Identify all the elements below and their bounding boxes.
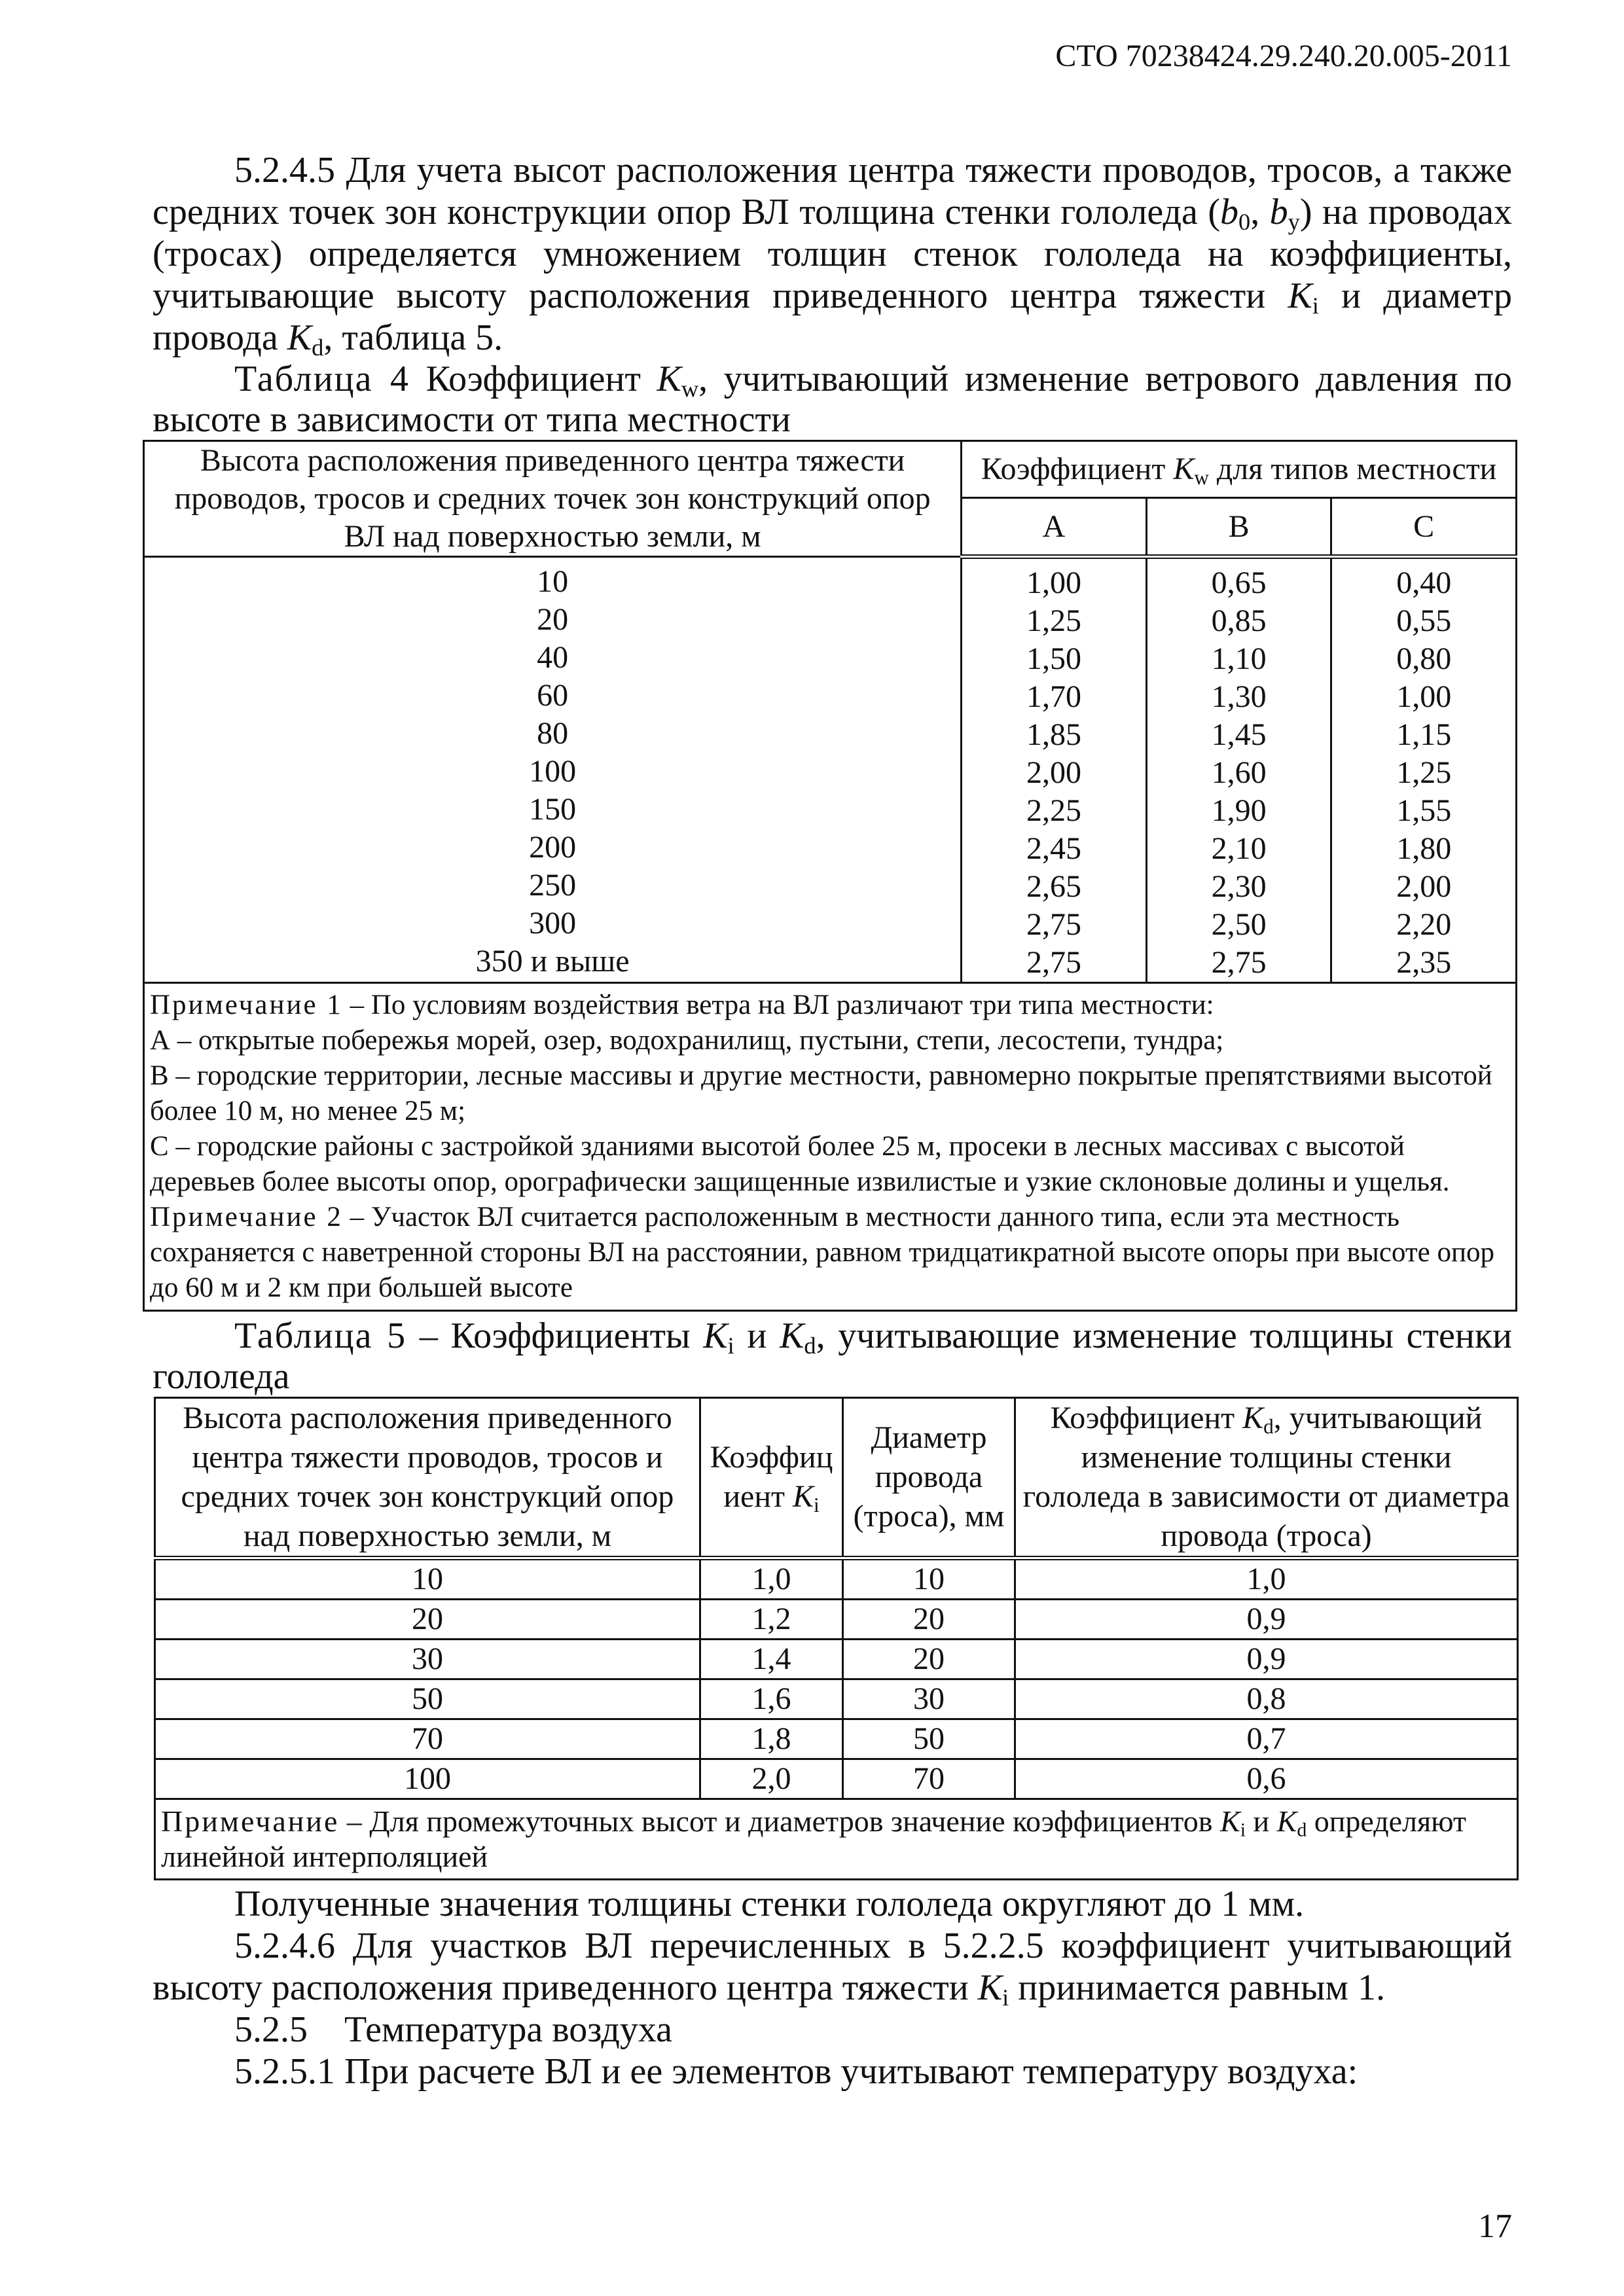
kw-value: 1,55 xyxy=(1396,793,1452,828)
table5-caption-b: , учитывающие изменение толщины стенки гололеда xyxy=(153,1316,1513,1397)
table5-cell: 0,7 xyxy=(1015,1719,1518,1759)
kw-value: 1,70 xyxy=(1026,679,1081,714)
kw-value: 2,00 xyxy=(1396,869,1452,904)
note-kd-symbol: K xyxy=(1276,1804,1297,1838)
table5-cell: 0,9 xyxy=(1015,1640,1518,1679)
table-row xyxy=(155,1719,1518,1759)
table5-cell: 1,4 xyxy=(700,1640,843,1679)
height-value: 150 xyxy=(529,792,577,827)
table5-cell: 1,0 xyxy=(700,1558,843,1600)
p1-separator: , xyxy=(1250,192,1270,232)
kw-value: 2,25 xyxy=(1026,793,1081,828)
table4-heights-cell xyxy=(144,557,962,983)
height-value: 60 xyxy=(537,678,569,713)
kw-value: 0,85 xyxy=(1211,603,1267,638)
h2-text: Коэффиц иент xyxy=(710,1440,833,1514)
table5-caption xyxy=(153,1316,1512,1397)
table5-cell: 0,8 xyxy=(1015,1679,1518,1719)
height-value: 20 xyxy=(537,602,569,637)
table4-notes xyxy=(144,983,1517,1311)
table4-caption xyxy=(153,359,1512,440)
page-number: 17 xyxy=(1478,2208,1512,2245)
table5-caption-a: – Коэффициенты xyxy=(406,1316,704,1356)
table4-col-b-cell xyxy=(1146,557,1331,983)
caption-ki-subscript: i xyxy=(727,1333,734,1359)
kw-value: 1,45 xyxy=(1211,717,1267,752)
height-value: 300 xyxy=(529,906,577,941)
note1-label: Примечание 1 xyxy=(150,990,343,1020)
kw-value: 0,40 xyxy=(1396,565,1452,600)
col-group-kw-subscript: w xyxy=(1194,465,1209,489)
table4-subheader-c: C xyxy=(1331,498,1517,557)
by-symbol: b xyxy=(1269,192,1288,232)
paragraph-rounding: Полученные значения толщины стенки гололеда округляют до 1 мм. xyxy=(234,1884,1305,1924)
kw-value: 1,60 xyxy=(1211,755,1267,790)
height-value: 250 xyxy=(529,868,577,903)
height-value: 100 xyxy=(529,754,577,789)
p5246-text-a: 5.2.4.6 Для участков ВЛ перечисленных в 5.2.2.5 коэффициент учитывающий высоту расположения приведенного центра тяжести xyxy=(153,1926,1512,2008)
h2-ki-subscript: i xyxy=(814,1493,820,1516)
b0-subscript: 0 xyxy=(1238,209,1251,236)
table5-cell: 50 xyxy=(155,1679,700,1719)
kw-value: 2,45 xyxy=(1026,831,1081,866)
table5-cell: 2,0 xyxy=(700,1759,843,1799)
table4-subheader-b: B xyxy=(1146,498,1331,557)
kw-value: 2,75 xyxy=(1026,945,1081,980)
table-row xyxy=(155,1759,1518,1799)
table5-note-row xyxy=(155,1799,1518,1880)
table4-col-group-header xyxy=(962,441,1517,498)
note1-type-c: С – городские районы с застройкой зданиями высотой более 25 м, просеки в лесных массивах с высотой деревьев более высоты опор, орографически защищенные извилистые и узкие склоновые долины и ущелья. xyxy=(150,1131,1450,1197)
kw-value: 2,20 xyxy=(1396,907,1452,942)
kw-value: 1,10 xyxy=(1211,641,1267,676)
table4-caption-label: Таблица 4 xyxy=(234,359,410,399)
height-value: 350 и выше xyxy=(475,944,630,978)
kw-subscript: w xyxy=(681,376,699,403)
note-ki-subscript: i xyxy=(1240,1819,1246,1841)
table5-h1: Высота расположения приведенного центра тяжести проводов, тросов и средних точек зон конструкций опор над поверхностью земли, м xyxy=(155,1398,700,1558)
table5-cell: 100 xyxy=(155,1759,700,1799)
ki-subscript: i xyxy=(1312,293,1319,319)
note-kd-subscript: d xyxy=(1297,1819,1307,1841)
kd-symbol: K xyxy=(287,317,312,358)
h4-text-a: Коэффициент xyxy=(1050,1401,1243,1435)
paragraph-5-2-4-5 xyxy=(153,149,1512,359)
kw-value: 2,65 xyxy=(1026,869,1081,904)
table5-cell: 10 xyxy=(843,1558,1015,1600)
table5-cell: 0,6 xyxy=(1015,1759,1518,1799)
table-row xyxy=(155,1640,1518,1679)
caption-ki-symbol: K xyxy=(703,1316,728,1356)
paragraph-5-2-5-1: 5.2.5.1 При расчете ВЛ и ее элементов учитывают температуру воздуха: xyxy=(234,2051,1358,2092)
note2-text: – Участок ВЛ считается расположенным в местности данного типа, если эта местность сохраняется с наветренной стороны ВЛ на расстоянии, равном тридцатикратной высоте опоры при высоте опор до 60 м и 2 км при большей высоте xyxy=(150,1202,1494,1303)
kw-symbol: K xyxy=(657,359,681,399)
table-row xyxy=(155,1600,1518,1640)
document-code: СТО 70238424.29.240.20.005-2011 xyxy=(1055,39,1512,73)
kw-value: 0,80 xyxy=(1396,641,1452,676)
kw-value: 2,10 xyxy=(1211,831,1267,866)
kw-value: 1,30 xyxy=(1211,679,1267,714)
note2 xyxy=(150,1200,1510,1306)
kw-value: 1,50 xyxy=(1026,641,1081,676)
table5-note xyxy=(155,1799,1518,1880)
height-value: 10 xyxy=(537,564,569,599)
table4-data-row xyxy=(144,557,1517,983)
note1-type-a: А – открытые побережья морей, озер, водохранилищ, пустыни, степи, лесостепи, тундра; xyxy=(150,1025,1224,1056)
kw-value: 1,00 xyxy=(1026,565,1081,600)
p1-text-c: ) на проводах (тросах) определяется умножением толщин стенок гололеда на коэффициенты, учитывающие высоту расположения приведенного центра тяжести xyxy=(153,192,1513,316)
caption-kd-symbol: K xyxy=(780,1316,804,1356)
note1-text: – По условиям воздействия ветра на ВЛ различают три типа местности: xyxy=(342,990,1214,1020)
table5-h4 xyxy=(1015,1398,1518,1558)
col-group-kw-symbol: K xyxy=(1173,452,1195,487)
table4-header-row-1 xyxy=(144,441,1517,498)
h4-text-b: , учитывающий изменение толщины стенки гололеда в зависимости от диаметра провода (троса) xyxy=(1022,1401,1510,1553)
h4-kd-subscript: d xyxy=(1263,1414,1274,1438)
table5-note-b: определяют линейной интерполяцией xyxy=(161,1804,1466,1873)
table5-note-and: и xyxy=(1246,1804,1277,1838)
table5-cell: 70 xyxy=(155,1719,700,1759)
table5-h2 xyxy=(700,1398,843,1558)
h2-ki-symbol: K xyxy=(792,1479,814,1514)
height-value: 200 xyxy=(529,830,577,865)
note2-label: Примечание 2 xyxy=(150,1202,343,1232)
table5-cell: 1,8 xyxy=(700,1719,843,1759)
kw-value: 2,75 xyxy=(1211,945,1267,980)
kw-value: 2,50 xyxy=(1211,907,1267,942)
ki-symbol: K xyxy=(1288,276,1312,316)
table4-notes-row xyxy=(144,983,1517,1311)
kw-value: 1,25 xyxy=(1396,755,1452,790)
by-subscript: y xyxy=(1288,209,1300,236)
note-ki-symbol: K xyxy=(1220,1804,1240,1838)
table5-cell: 70 xyxy=(843,1759,1015,1799)
table4 xyxy=(143,440,1517,1312)
col-group-text-b: для типов местности xyxy=(1208,452,1497,487)
kw-value: 1,80 xyxy=(1396,831,1452,866)
kw-value: 0,65 xyxy=(1211,565,1267,600)
height-value: 80 xyxy=(537,716,569,751)
table5-note-label: Примечание xyxy=(161,1804,340,1838)
table5-cell: 20 xyxy=(843,1640,1015,1679)
table-row xyxy=(155,1679,1518,1719)
b0-symbol: b xyxy=(1219,192,1238,232)
table4-caption-a: Коэффициент xyxy=(410,359,657,399)
kw-value: 2,35 xyxy=(1396,945,1452,980)
kw-value: 1,85 xyxy=(1026,717,1081,752)
table4-col-a-cell xyxy=(962,557,1147,983)
table-row xyxy=(155,1558,1518,1600)
table5-cell: 10 xyxy=(155,1558,700,1600)
note1-type-b: В – городские территории, лесные массивы и другие местности, равномерно покрытые препятствиями высотой более 10 м, но менее 25 м; xyxy=(150,1060,1492,1126)
kw-value: 1,15 xyxy=(1396,717,1452,752)
kw-value: 2,00 xyxy=(1026,755,1081,790)
table5-cell: 20 xyxy=(843,1600,1015,1640)
kw-value: 2,75 xyxy=(1026,907,1081,942)
heading-5-2-5: 5.2.5 Температура воздуха xyxy=(234,2009,672,2050)
table5-cell: 30 xyxy=(155,1640,700,1679)
p1-text-d: и диаметр провода xyxy=(153,276,1513,358)
p5246-ki-symbol: K xyxy=(977,1967,1003,2008)
table5-cell: 1,6 xyxy=(700,1679,843,1719)
table5-cell: 1,2 xyxy=(700,1600,843,1640)
table5-cell: 20 xyxy=(155,1600,700,1640)
table5-cell: 1,0 xyxy=(1015,1558,1518,1600)
p5246-text-b: принимается равным 1. xyxy=(1009,1967,1385,2008)
h4-kd-symbol: K xyxy=(1242,1401,1264,1435)
p1-text-a: 5.2.4.5 Для учета высот расположения центра тяжести проводов, тросов, а также средних точек зон конструкции опор ВЛ толщина стенки гололеда ( xyxy=(153,150,1512,232)
note1 xyxy=(150,988,1510,1023)
kw-value: 1,25 xyxy=(1026,603,1081,638)
table5-caption-label: Таблица 5 xyxy=(234,1316,407,1356)
page-body xyxy=(150,149,1513,2092)
table4-caption-b: , учитывающий изменение ветрового давления по высоте в зависимости от типа местности xyxy=(153,359,1512,440)
kw-value: 1,00 xyxy=(1396,679,1452,714)
table4-col-c-cell xyxy=(1331,557,1517,983)
p5246-ki-subscript: i xyxy=(1002,1984,1009,2011)
table5-cell: 30 xyxy=(843,1679,1015,1719)
height-value: 40 xyxy=(537,640,569,675)
p1-text-e: , таблица 5. xyxy=(323,317,503,358)
col-group-text-a: Коэффициент xyxy=(981,452,1174,487)
table5-header-row xyxy=(155,1398,1518,1558)
table5-h3: Диаметр провода (троса), мм xyxy=(843,1398,1015,1558)
caption-kd-subscript: d xyxy=(804,1333,816,1359)
table5-cell: 50 xyxy=(843,1719,1015,1759)
table5 xyxy=(154,1397,1519,1880)
table5-note-a: – Для промежуточных высот и диаметров значение коэффициентов xyxy=(339,1804,1220,1838)
table4-col1-header: Высота расположения приведенного центра тяжести проводов, тросов и средних точек зон конструкций опор ВЛ над поверхностью земли, м xyxy=(144,441,962,557)
kw-value: 1,90 xyxy=(1211,793,1267,828)
kd-subscript: d xyxy=(312,334,324,361)
table4-subheader-a: A xyxy=(962,498,1147,557)
paragraph-5-2-4-6 xyxy=(153,1925,1512,2009)
kw-value: 2,30 xyxy=(1211,869,1267,904)
kw-value: 0,55 xyxy=(1396,603,1452,638)
table5-cell: 0,9 xyxy=(1015,1600,1518,1640)
table5-caption-and: и xyxy=(734,1316,780,1356)
